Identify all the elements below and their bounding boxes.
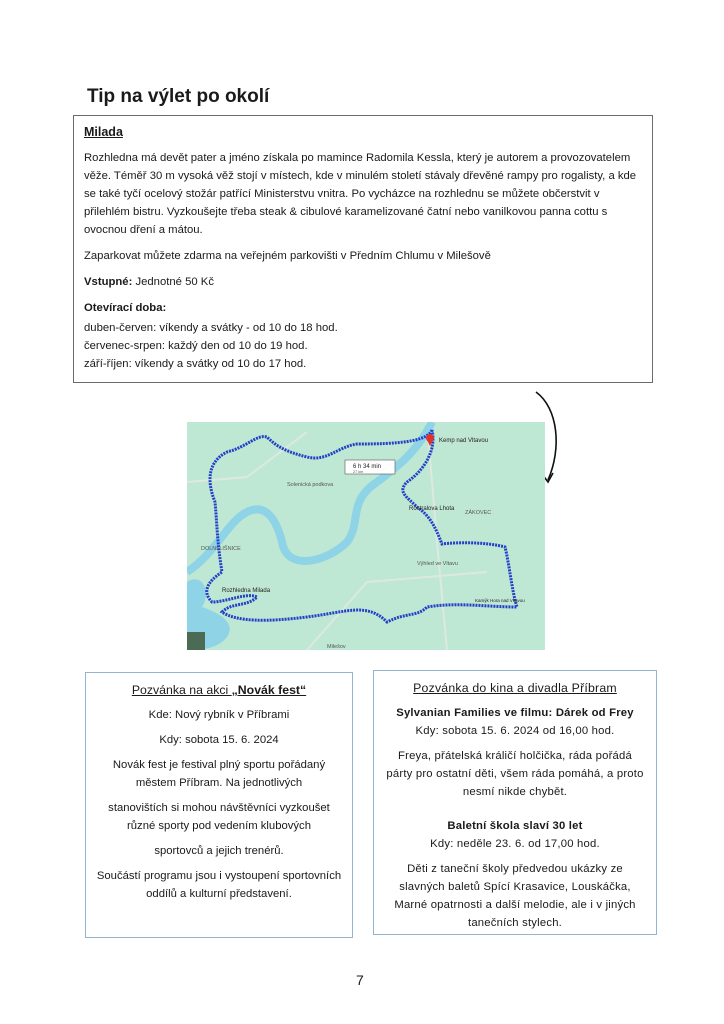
route-distance: 27 km (353, 470, 364, 474)
map-label-podkova: Solenická podkova (287, 482, 334, 488)
page-heading: Tip na výlet po okolí (87, 86, 270, 107)
event-title-bold: „Novák fest“ (231, 683, 307, 697)
map-label-milesov: Milešov (327, 644, 346, 650)
hours-label: Otevírací doba: (84, 302, 167, 314)
map-label-hora: Kamýk Hora nad Vltavou (475, 598, 525, 603)
event-box-novak-fest (85, 672, 353, 938)
event-desc-2: stanovištích si mohou návštěvníci vyzkoušet různé sporty pod vedením klubových (108, 802, 330, 832)
event-title-novak (96, 681, 342, 699)
map-label-lhota: Rostralova Lhota (409, 506, 455, 512)
tip-title: Milada (84, 125, 123, 139)
route-map[interactable] (187, 422, 545, 650)
satellite-layer-thumbnail (187, 632, 205, 650)
event2-desc: Děti z taneční školy předvedou ukázky ze slavných baletů Spící Krasavice, Louskáčka, Marné opatrnosti a další melodie, ale i v jiných tanečních stylech. (394, 863, 636, 929)
page-number: 7 (356, 972, 364, 988)
map-label-dolni-lisnice: DOLNÍ LIŠNICE (201, 546, 241, 552)
map-label-start: Kemp nad Vltavou (439, 438, 489, 444)
tip-admission (84, 273, 642, 291)
map-label-milada: Rozhledna Milada (222, 588, 271, 594)
hours-line: září-říjen: víkendy a svátky od 10 do 17 hod. (84, 358, 307, 370)
event1-desc: Freya, přátelská králičí holčička, ráda pořádá párty pro ostatní děti, všem ráda pomáhá, a proto nesmí nikde chybět. (386, 750, 644, 798)
event-desc-4: Součástí programu jsou i vystoupení sportovních oddílů a kulturní představení. (96, 870, 342, 900)
map-label-vyhled: Výhled ve Vltavu (417, 561, 458, 567)
map-label-zakovec: ZÁKOVEC (465, 510, 492, 516)
hours-line: duben-červen: víkendy a svátky - od 10 do 18 hod. (84, 322, 338, 334)
event2-title: Baletní škola slaví 30 let (447, 820, 583, 832)
event-title-prefix: Pozvánka na akci (131, 683, 232, 697)
event-box-cinema-theatre (373, 670, 657, 935)
event-where: Kde: Nový rybník v Příbrami (148, 709, 290, 721)
hours-line: červenec-srpen: každý den od 10 do 19 hod. (84, 340, 308, 352)
event-desc-1: Novák fest je festival plný sportu pořádaný městem Příbram. Na jednotlivých (112, 759, 326, 789)
route-time: 6 h 34 min (353, 464, 382, 470)
event-desc-3: sportovců a jejich trenérů. (154, 845, 284, 857)
opening-hours-list (84, 319, 642, 373)
event1-when: Kdy: sobota 15. 6. 2024 od 16,00 hod. (415, 725, 615, 737)
event2-when: Kdy: neděle 23. 6. od 17,00 hod. (430, 838, 600, 850)
tip-box-milada (73, 115, 653, 383)
event1-title: Sylvanian Families ve filmu: Dárek od Frey (396, 707, 634, 719)
admission-label: Vstupné: (84, 276, 133, 288)
admission-value: Jednotné 50 Kč (132, 276, 214, 288)
tip-parking: Zaparkovat můžete zdarma na veřejném parkovišti v Předním Chlumu v Milešově (84, 250, 491, 262)
event-title-cinema: Pozvánka do kina a divadla Příbram (413, 681, 617, 695)
tip-description: Rozhledna má devět pater a jméno získala po mamince Radomila Kessla, který je autorem a provozovatelem věže. Téměř 30 m vysoká věž stojí v místech, kde v minulém století stávaly dřevěné rampy pro rogalisty, a kde se také tyčí ocelový stožár patřící Ministerstvu vnitra. Po vycházce na rozhlednu se můžete občerstvit v přilehlém bistru. Vyzkoušejte třeba steak & cibulové karamelizované čatní nebo vanilkovou panna cottu s ovocnou dření a mátou. (84, 152, 637, 236)
event-when: Kdy: sobota 15. 6. 2024 (159, 734, 279, 746)
